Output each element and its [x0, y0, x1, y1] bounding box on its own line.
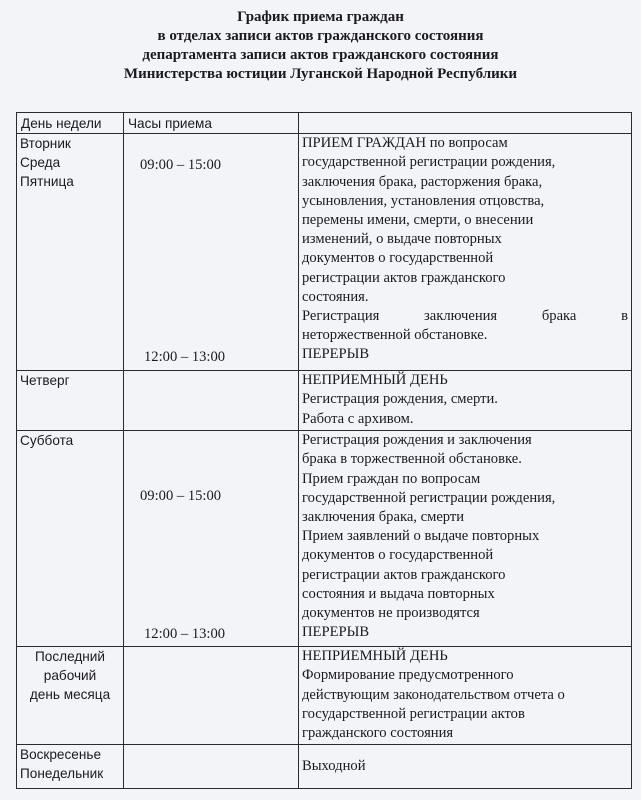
- note-line: Прием заявлений о выдаче повторных: [302, 528, 540, 545]
- table-row: [17, 431, 632, 647]
- header-reception-hours: Часы приема: [124, 113, 299, 134]
- note-line: Выходной: [302, 758, 366, 775]
- notes-cell: [299, 745, 632, 789]
- notes-cell: [299, 371, 632, 431]
- day-label: Среда: [20, 155, 61, 171]
- note-line: ПРИЕМ ГРАЖДАН по вопросам: [302, 135, 508, 152]
- title-line: департамента записи актов гражданского состояния: [142, 47, 499, 63]
- break-hours: 12:00 – 13:00: [144, 626, 226, 643]
- note-line: заключения брака, смерти: [302, 509, 465, 526]
- note-line: НЕПРИЕМНЫЙ ДЕНЬ: [302, 648, 448, 665]
- note-line: документов о государственной: [302, 547, 494, 564]
- note-line: Прием граждан по вопросам: [302, 470, 481, 487]
- note-line: государственной регистрации рождения,: [302, 154, 556, 171]
- note-line: брака в торжественной обстановке.: [302, 451, 522, 468]
- note-line: Регистрация заключения брака в: [302, 308, 628, 325]
- day-label: Понедельник: [20, 766, 104, 782]
- day-cell: [17, 371, 124, 431]
- notes-cell: [299, 647, 632, 745]
- hours-cell: [124, 431, 299, 647]
- working-hours: 09:00 – 15:00: [140, 488, 222, 505]
- note-line: Регистрация рождения и заключения: [302, 432, 532, 449]
- note-line: гражданского состояния: [302, 725, 454, 742]
- header-day-of-week: День недели: [17, 113, 124, 134]
- hours-cell: [124, 647, 299, 745]
- title-line: Министерства юстиции Луганской Народной Республики: [123, 66, 518, 82]
- note-line: государственной регистрации актов: [302, 705, 525, 722]
- header-notes: [299, 113, 632, 134]
- note-line: Формирование предусмотренного: [302, 667, 514, 684]
- hours-cell: [124, 745, 299, 789]
- hours-cell: [124, 371, 299, 431]
- day-label: Воскресенье: [20, 747, 101, 763]
- note-line: государственной регистрации рождения,: [302, 489, 556, 506]
- day-label: Последний: [35, 649, 105, 665]
- working-hours: 09:00 – 15:00: [140, 157, 222, 174]
- day-cell: [17, 431, 124, 647]
- table-row: [17, 745, 632, 789]
- table-row: [17, 134, 632, 371]
- day-label: Суббота: [20, 433, 74, 449]
- note-line: НЕПРИЕМНЫЙ ДЕНЬ: [302, 372, 448, 389]
- note-line: действующим законодательством отчета о: [302, 686, 565, 703]
- schedule-table: [16, 112, 632, 789]
- day-label: Вторник: [20, 136, 71, 152]
- note-line: изменений, о выдаче повторных: [302, 231, 502, 248]
- day-label: день месяца: [29, 687, 111, 703]
- title-line: График приема граждан: [237, 9, 404, 25]
- note-line: неторжественной обстановке.: [302, 327, 488, 344]
- note-line: ПЕРЕРЫВ: [302, 624, 370, 641]
- note-line: документов о государственной: [302, 250, 494, 267]
- break-hours: 12:00 – 13:00: [144, 349, 226, 366]
- note-line: состояния.: [302, 288, 369, 305]
- note-line: документов не производятся: [302, 605, 480, 622]
- day-cell: [17, 745, 124, 789]
- note-line: регистрации актов гражданского: [302, 566, 506, 583]
- notes-cell: [299, 431, 632, 647]
- table-header-row: [17, 113, 632, 134]
- note-line: Работа с архивом.: [302, 410, 414, 427]
- note-line: Регистрация рождения, смерти.: [302, 391, 498, 408]
- hours-cell: [124, 134, 299, 371]
- day-label: Пятница: [20, 174, 74, 190]
- note-line: регистрации актов гражданского: [302, 269, 506, 286]
- note-line: усыновления, установления отцовства,: [302, 192, 545, 209]
- notes-cell: [299, 134, 632, 371]
- day-label: Четверг: [20, 373, 70, 389]
- table-row: [17, 647, 632, 745]
- page-title: [0, 8, 641, 84]
- table-row: [17, 371, 632, 431]
- day-cell: [17, 647, 124, 745]
- note-line: состояния и выдача повторных: [302, 585, 495, 602]
- note-line: ПЕРЕРЫВ: [302, 346, 370, 363]
- day-label: рабочий: [43, 668, 97, 684]
- note-line: перемены имени, смерти, о внесении: [302, 212, 534, 229]
- title-line: в отделах записи актов гражданского состояния: [157, 28, 484, 44]
- note-line: заключения брака, расторжения брака,: [302, 173, 543, 190]
- day-cell: [17, 134, 124, 371]
